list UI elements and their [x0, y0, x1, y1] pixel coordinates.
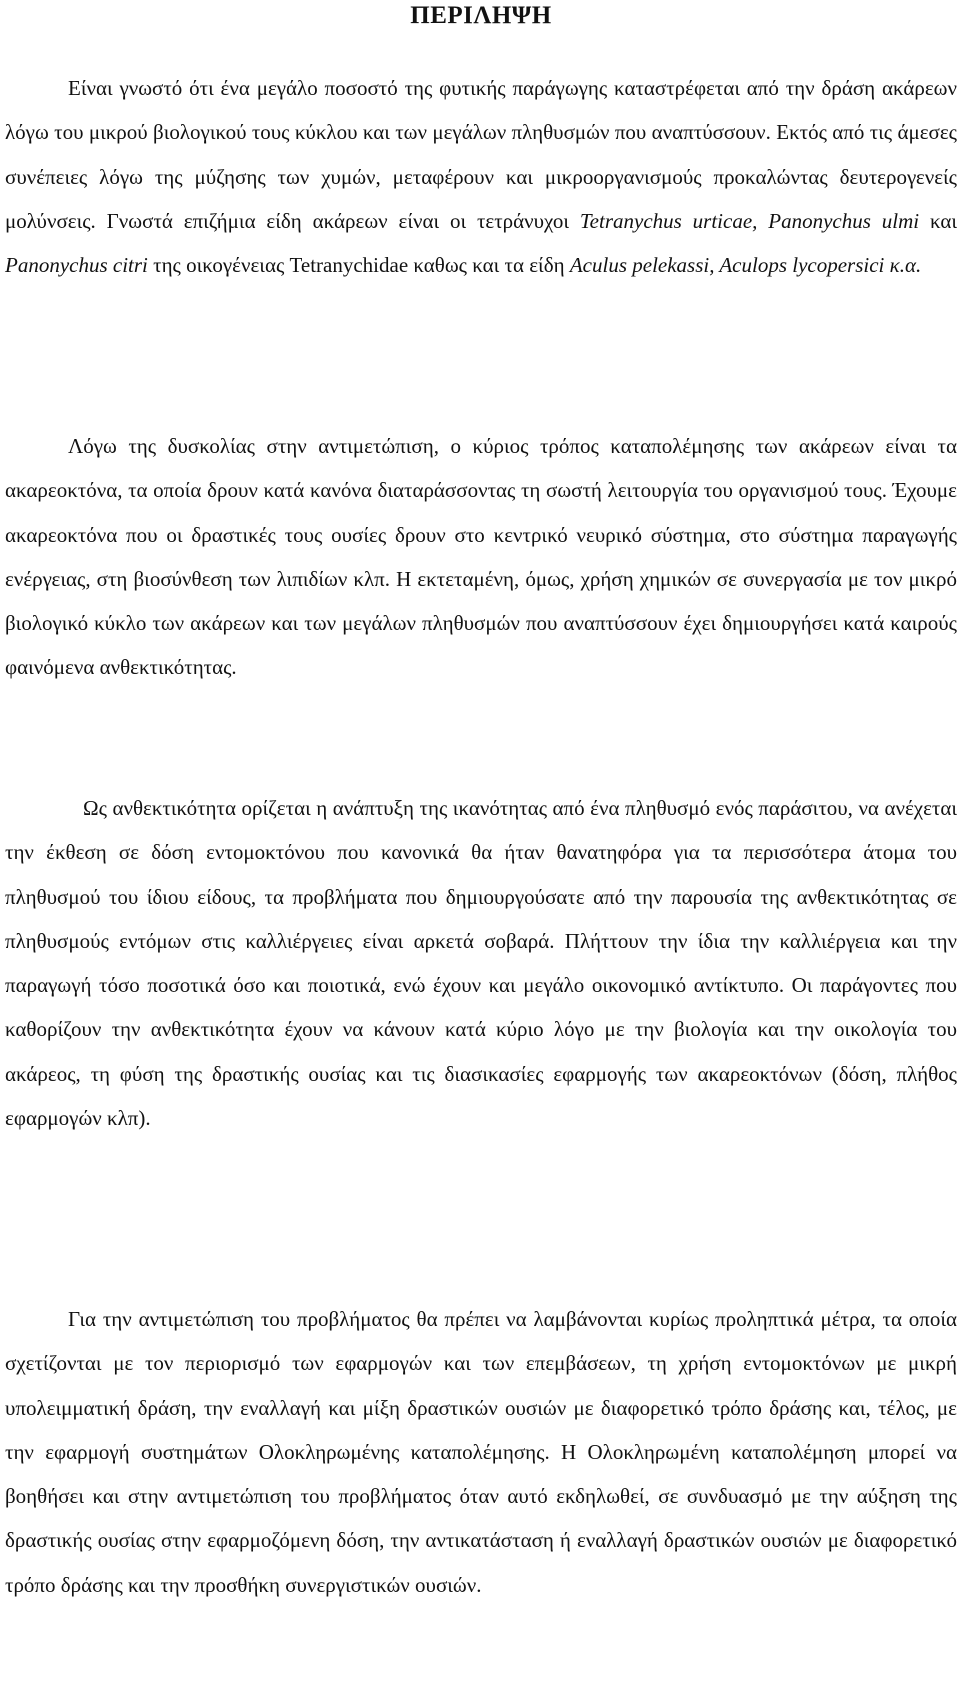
paragraph-management: Για την αντιμετώπιση του προβλήματος θα πρέπει να λαμβάνονται κυρίως προληπτικά μέτρα, τα οποία σχετίζονται με τον περιορισμό των εφαρμογών και των επεμβάσεων, τη χρήση εντομοκτόνων με μικρή υπολειμματική δράση, την εναλλαγή και μίξη δραστικών ουσιών με διαφορετικό τρόπο δράσης και, τέλος, με την εφαρμογή συστημάτων Ολοκληρωμένης καταπολέμησης. Η Ολοκληρωμένη καταπολέμηση μπορεί να βοηθήσει και στην αντιμετώπιση του προβλήματος όταν αυτό εκδηλωθεί, σε συνδυασμό με την αύξηση της δραστικής ουσίας στην εφαρμοζόμενη δόση, την αντικατάσταση ή εναλλαγή δραστικών ουσιών με διαφορετικό τρόπο δράσης και την προσθήκη συνεργιστικών ουσιών.	[5, 1307, 957, 1597]
species-names-2: Panonychus citri	[5, 253, 148, 278]
document-title: ΠΕΡΙΛΗΨΗ	[410, 2, 552, 29]
paragraph-acaricides: Λόγω της δυσκολίας στην αντιμετώπιση, ο κύριος τρόπος καταπολέμησης των ακάρεων είναι τα ακαρεοκτόνα, τα οποία δρουν κατά κανόνα διαταράσσοντας τη σωστή λειτουργία του οργανισμού τους. Έχουμε ακαρεοκτόνα που οι δραστικές τους ουσίες δρουν στο κεντρικό νευρικό σύστημα, στο σύστημα παραγωγής ενέργειας, στη βιοσύνθεση των λιπιδίων κλπ. Η εκτεταμένη, όμως, χρήση χημικών σε συνεργασία με τον μικρό βιολογικό κύκλο των ακάρεων και των μεγάλων πληθυσμών που αναπτύσσουν έχει δημιουργήσει κατά καιρούς φαινόμενα ανθεκτικότητας.	[5, 434, 957, 680]
species-names-3: Aculus pelekassi, Aculops lycopersici κ.α.	[569, 253, 922, 278]
paragraph-resistance: Ως ανθεκτικότητα ορίζεται η ανάπτυξη της ικανότητας από ένα πληθυσμό ενός παράσιτου, να ανέχεται την έκθεση σε δόση εντομοκτόνου που κανονικά θα ήταν θανατηφόρα για τα περισσότερα άτομα του πληθυσμού του ίδιου είδους, τα προβλήματα που δημιουργούσατε από την παρουσία της ανθεκτικότητας σε πληθυσμούς εντόμων στις καλλιέργειες είναι αρκετά σοβαρά. Πλήττουν την ίδια την καλλιέργεια και την παραγωγή τόσο ποσοτικά όσο και ποιοτικά, ενώ έχουν και μεγάλο οικονομικό αντίκτυπο. Οι παράγοντες που καθορίζουν την ανθεκτικότητα έχουν να κάνουν κατά κύριο λόγο με την βιολογία και την οικολογία του ακάρεος, τη φύση της δραστικής ουσίας και τις διασικασίες εφαρμογής των ακαρεοκτόνων (δόση, πλήθος εφαρμογών κλπ).	[5, 796, 957, 1131]
paragraph-intro-text-2: και	[919, 208, 957, 233]
paragraph-intro-text-1: Είναι γνωστό ότι ένα μεγάλο ποσοστό της φυτικής παράγωγης καταστρέφεται από την δράση ακάρεων λόγω του μικρού βιολογικού τους κύκλου και των μεγάλων πληθυσμών που αναπτύσσουν. Εκτός από τις άμεσες συνέπειες λόγω της μύζησης των χυμών, μεταφέρουν και μικροοργανισμούς προκαλώντας δευτερογενείς μολύνσεις. Γνωστά επιζήμια είδη ακάρεων είναι οι τετράνυχοι	[5, 76, 957, 233]
paragraph-intro-text-3: της οικογένειας Tetranychidae καθως και τα είδη	[147, 253, 570, 278]
paragraph-intro	[5, 66, 957, 287]
document-page	[5, 0, 957, 1597]
species-names-1: Tetranychus urticae, Panonychus ulmi	[579, 208, 920, 233]
